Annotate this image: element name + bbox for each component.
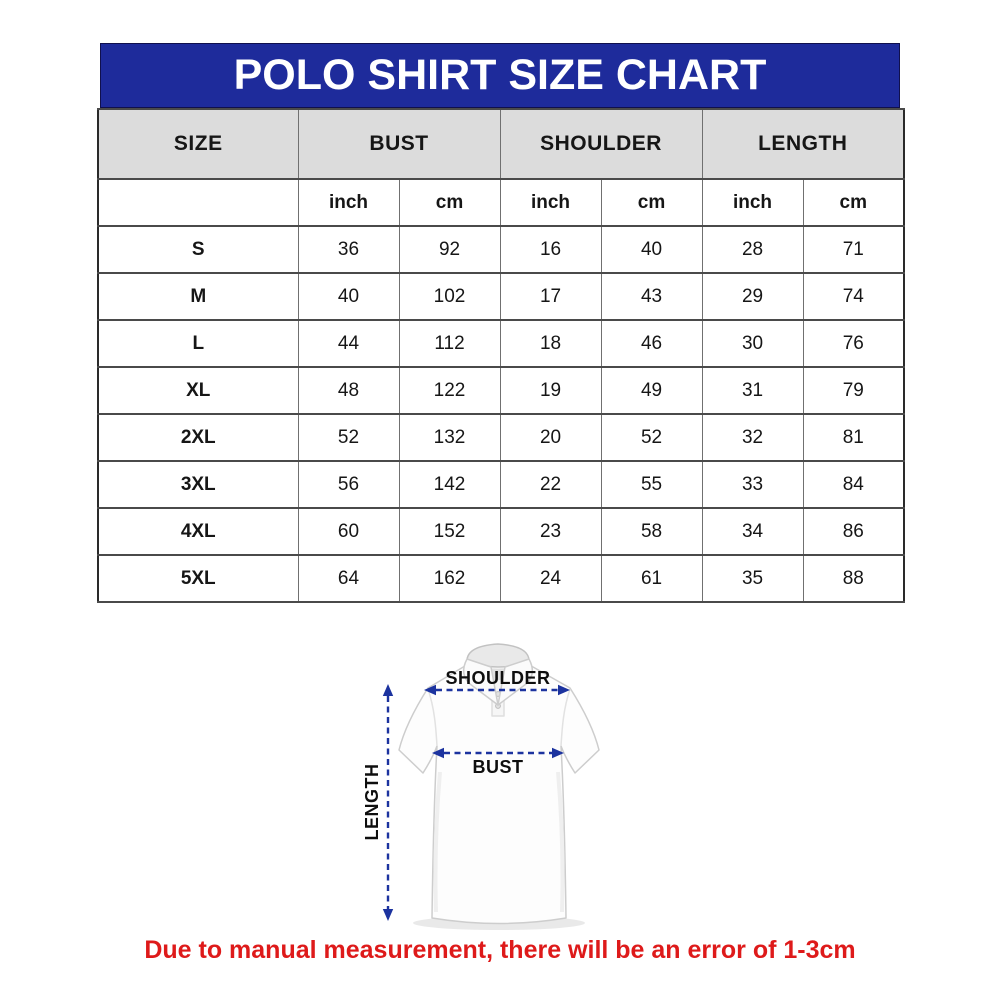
page-title: POLO SHIRT SIZE CHART [233,51,767,99]
value-cell: 30 [702,320,803,367]
size-label: 5XL [98,555,298,602]
value-cell: 40 [601,226,702,273]
value-cell: 44 [298,320,399,367]
table-header-row [98,109,904,179]
value-cell: 33 [702,461,803,508]
unit-length-cm: cm [803,179,904,226]
value-cell: 162 [399,555,500,602]
table-row-m [98,273,904,320]
value-cell: 36 [298,226,399,273]
value-cell: 29 [702,273,803,320]
size-label: L [98,320,298,367]
unit-shoulder-cm: cm [601,179,702,226]
value-cell: 52 [601,414,702,461]
value-cell: 132 [399,414,500,461]
value-cell: 43 [601,273,702,320]
value-cell: 84 [803,461,904,508]
table-row-5xl [98,555,904,602]
shirt-measurement-diagram [340,632,660,952]
value-cell: 86 [803,508,904,555]
value-cell: 19 [500,367,601,414]
shoulder-label: SHOULDER [445,668,551,688]
unit-bust-cm: cm [399,179,500,226]
value-cell: 48 [298,367,399,414]
value-cell: 81 [803,414,904,461]
value-cell: 92 [399,226,500,273]
table-units-row [98,179,904,226]
chart-title-banner [100,43,900,108]
value-cell: 17 [500,273,601,320]
table-row-xl [98,367,904,414]
table-row-2xl [98,414,904,461]
size-label: M [98,273,298,320]
value-cell: 64 [298,555,399,602]
value-cell: 34 [702,508,803,555]
value-cell: 35 [702,555,803,602]
unit-bust-inch: inch [298,179,399,226]
value-cell: 46 [601,320,702,367]
value-cell: 71 [803,226,904,273]
value-cell: 76 [803,320,904,367]
value-cell: 152 [399,508,500,555]
units-row-spacer [98,179,298,226]
value-cell: 88 [803,555,904,602]
bust-label: BUST [472,757,524,777]
value-cell: 60 [298,508,399,555]
col-header-length: LENGTH [702,109,904,179]
value-cell: 55 [601,461,702,508]
value-cell: 58 [601,508,702,555]
value-cell: 49 [601,367,702,414]
value-cell: 74 [803,273,904,320]
value-cell: 112 [399,320,500,367]
disclaimer-text: Due to manual measurement, there will be an error of 1-3cm [144,936,856,964]
value-cell: 56 [298,461,399,508]
value-cell: 142 [399,461,500,508]
value-cell: 20 [500,414,601,461]
size-label: 2XL [98,414,298,461]
value-cell: 40 [298,273,399,320]
value-cell: 28 [702,226,803,273]
value-cell: 102 [399,273,500,320]
unit-shoulder-inch: inch [500,179,601,226]
col-header-bust: BUST [298,109,500,179]
length-label: LENGTH [362,763,382,841]
table-row-s [98,226,904,273]
value-cell: 31 [702,367,803,414]
size-label: S [98,226,298,273]
value-cell: 32 [702,414,803,461]
value-cell: 18 [500,320,601,367]
size-label: XL [98,367,298,414]
table-row-3xl [98,461,904,508]
col-header-shoulder: SHOULDER [500,109,702,179]
value-cell: 122 [399,367,500,414]
size-label: 3XL [98,461,298,508]
unit-length-inch: inch [702,179,803,226]
value-cell: 52 [298,414,399,461]
value-cell: 23 [500,508,601,555]
value-cell: 24 [500,555,601,602]
table-row-4xl [98,508,904,555]
length-arrow [383,684,393,921]
col-header-size: SIZE [98,109,298,179]
size-table [97,108,905,603]
table-row-l [98,320,904,367]
size-label: 4XL [98,508,298,555]
value-cell: 61 [601,555,702,602]
value-cell: 16 [500,226,601,273]
value-cell: 22 [500,461,601,508]
value-cell: 79 [803,367,904,414]
